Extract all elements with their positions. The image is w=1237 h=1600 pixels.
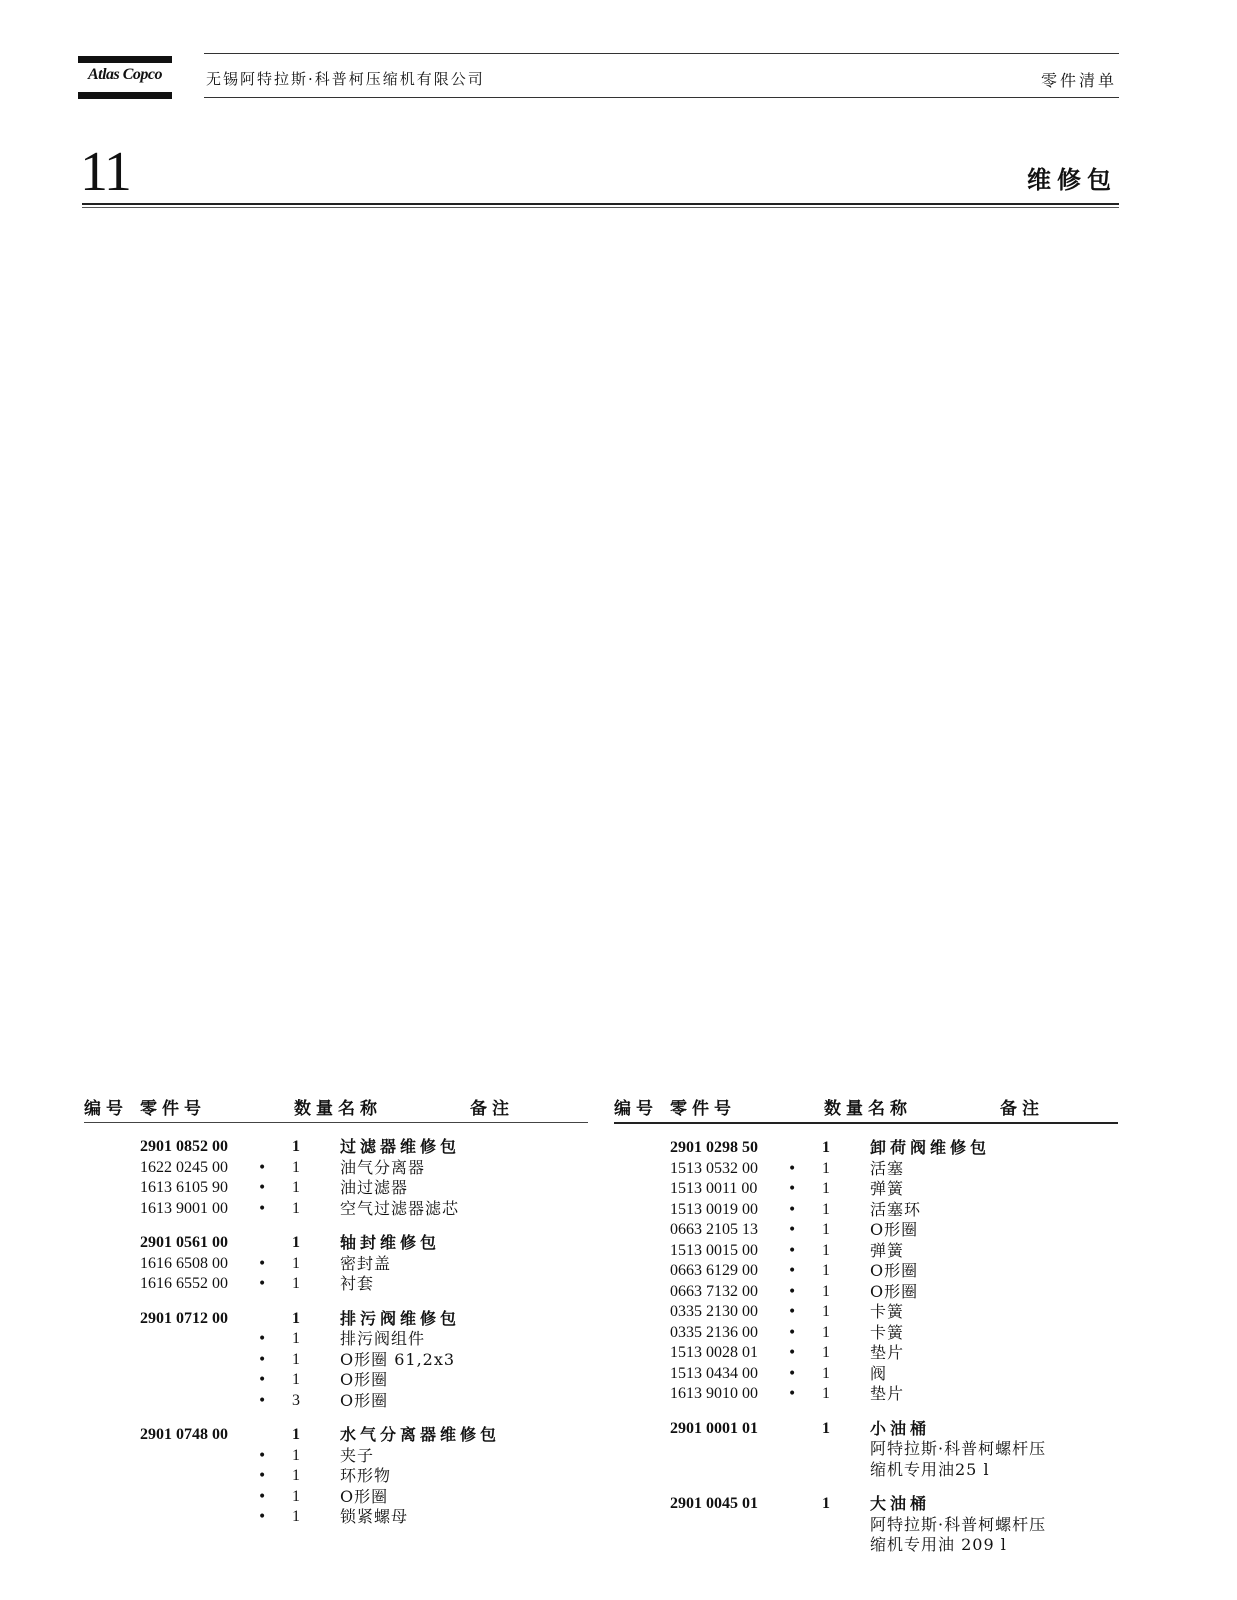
part-name: 水气分离器维修包 bbox=[340, 1425, 501, 1444]
part-number: 1513 0028 01 bbox=[670, 1344, 758, 1361]
part-name: 垫片 bbox=[870, 1384, 905, 1403]
part-number: 2901 0561 00 bbox=[140, 1234, 228, 1251]
quantity: 1 bbox=[292, 1309, 300, 1327]
quantity: 1 bbox=[292, 1158, 300, 1176]
part-name: 大油桶 bbox=[870, 1494, 931, 1513]
item-row bbox=[84, 1199, 588, 1220]
bullet: • bbox=[258, 1276, 267, 1292]
kit-groups bbox=[614, 1138, 1118, 1556]
header-rule-bottom bbox=[204, 97, 1119, 98]
part-number: 1613 9001 00 bbox=[140, 1199, 228, 1217]
item-row bbox=[84, 1446, 588, 1467]
part-number: 1613 6105 90 bbox=[140, 1179, 228, 1196]
quantity: 1 bbox=[292, 1275, 300, 1292]
part-name: 油气分离器 bbox=[340, 1157, 426, 1177]
part-number: 2901 0298 50 bbox=[670, 1139, 758, 1156]
column-header bbox=[614, 1094, 1118, 1124]
bullet: • bbox=[258, 1255, 267, 1272]
kit-row bbox=[614, 1494, 1118, 1515]
part-name: 小油桶 bbox=[870, 1418, 931, 1438]
quantity: 1 bbox=[822, 1200, 830, 1218]
part-name: O形圈 bbox=[870, 1220, 919, 1239]
bullet: • bbox=[258, 1159, 267, 1176]
bullet: • bbox=[788, 1386, 797, 1402]
description-row bbox=[614, 1439, 1118, 1460]
quantity: 1 bbox=[822, 1180, 830, 1197]
item-row bbox=[84, 1178, 588, 1199]
column-header bbox=[84, 1094, 588, 1123]
description-row bbox=[614, 1460, 1118, 1481]
bullet: • bbox=[258, 1468, 267, 1484]
logo-text: Atlas Copco bbox=[87, 66, 163, 83]
item-row bbox=[614, 1261, 1118, 1282]
kit-group bbox=[84, 1137, 588, 1219]
part-number: 1513 0532 00 bbox=[670, 1159, 758, 1177]
quantity: 1 bbox=[292, 1179, 300, 1196]
quantity: 1 bbox=[292, 1467, 300, 1484]
col-note: 备注 bbox=[1000, 1099, 1044, 1119]
quantity: 1 bbox=[822, 1495, 830, 1512]
item-row bbox=[614, 1343, 1118, 1364]
part-name: 油过滤器 bbox=[340, 1178, 409, 1197]
part-name: 弹簧 bbox=[870, 1179, 905, 1198]
part-name: 卸荷阀维修包 bbox=[870, 1138, 991, 1157]
quantity: 1 bbox=[292, 1330, 300, 1347]
part-name: 排污阀维修包 bbox=[340, 1308, 461, 1328]
item-row bbox=[614, 1384, 1118, 1405]
item-row bbox=[614, 1200, 1118, 1221]
parts-table-left bbox=[84, 1094, 588, 1542]
part-name: O形圈 bbox=[340, 1486, 389, 1506]
part-number: 0663 7132 00 bbox=[670, 1282, 758, 1300]
part-name: 过滤器维修包 bbox=[340, 1137, 461, 1156]
bullet: • bbox=[788, 1345, 797, 1361]
bullet: • bbox=[788, 1324, 797, 1341]
part-name: 缩机专用油 209 l bbox=[870, 1535, 1007, 1554]
section-title: 维修包 bbox=[1027, 165, 1117, 194]
part-number: 2901 0045 01 bbox=[670, 1495, 758, 1512]
item-row bbox=[614, 1323, 1118, 1344]
quantity: 1 bbox=[822, 1385, 830, 1402]
part-number: 1613 9010 00 bbox=[670, 1385, 758, 1402]
part-name: O形圈 bbox=[340, 1370, 389, 1389]
part-name: 衬套 bbox=[340, 1274, 375, 1293]
quantity: 1 bbox=[292, 1234, 300, 1251]
logo-bar-top bbox=[78, 56, 172, 63]
quantity: 1 bbox=[292, 1254, 300, 1272]
part-number: 1616 6552 00 bbox=[140, 1275, 228, 1292]
part-number: 0663 6129 00 bbox=[670, 1262, 758, 1279]
part-number: 2901 0712 00 bbox=[140, 1309, 228, 1327]
quantity: 3 bbox=[292, 1391, 300, 1409]
document-type: 零件清单 bbox=[1040, 71, 1117, 90]
col-no: 编号 bbox=[84, 1099, 128, 1119]
part-number: 1513 0434 00 bbox=[670, 1364, 758, 1382]
quantity: 1 bbox=[822, 1262, 830, 1279]
item-row bbox=[84, 1466, 588, 1487]
section-rule bbox=[82, 203, 1119, 205]
item-row bbox=[614, 1220, 1118, 1241]
part-name: 环形物 bbox=[340, 1466, 392, 1485]
quantity: 1 bbox=[822, 1303, 830, 1320]
bullet: • bbox=[788, 1263, 797, 1279]
part-name: O形圈 61,2x3 bbox=[340, 1349, 456, 1369]
quantity: 1 bbox=[292, 1487, 300, 1505]
part-name: 排污阀组件 bbox=[340, 1329, 426, 1348]
part-name: 卡簧 bbox=[870, 1302, 905, 1321]
item-row bbox=[84, 1487, 588, 1508]
part-name: 卡簧 bbox=[870, 1322, 905, 1342]
part-name: O形圈 bbox=[870, 1261, 919, 1280]
col-qty: 数量 bbox=[824, 1099, 868, 1119]
part-name: 空气过滤器滤芯 bbox=[340, 1198, 460, 1218]
part-number: 0335 2136 00 bbox=[670, 1323, 758, 1341]
bullet: • bbox=[258, 1392, 267, 1409]
quantity: 1 bbox=[292, 1199, 300, 1217]
bullet: • bbox=[788, 1181, 797, 1197]
quantity: 1 bbox=[292, 1371, 300, 1388]
part-name: 阀 bbox=[870, 1363, 888, 1383]
section-rule-thin bbox=[82, 207, 1119, 208]
bullet: • bbox=[788, 1222, 797, 1238]
kit-row bbox=[84, 1137, 588, 1158]
description-row bbox=[614, 1535, 1118, 1556]
bullet: • bbox=[258, 1488, 267, 1505]
bullet: • bbox=[258, 1331, 267, 1347]
kit-group bbox=[84, 1233, 588, 1295]
part-number: 1513 0011 00 bbox=[670, 1180, 758, 1197]
kit-row bbox=[614, 1138, 1118, 1159]
part-name: 缩机专用油25 l bbox=[870, 1459, 990, 1479]
kit-group bbox=[614, 1494, 1118, 1556]
bullet: • bbox=[788, 1365, 797, 1382]
item-row bbox=[614, 1364, 1118, 1385]
item-row bbox=[84, 1350, 588, 1371]
item-row bbox=[84, 1158, 588, 1179]
part-number: 0335 2130 00 bbox=[670, 1303, 758, 1320]
section-number: 11 bbox=[80, 141, 130, 203]
kit-row bbox=[84, 1425, 588, 1446]
part-name: 活塞 bbox=[870, 1158, 905, 1178]
col-part: 零件号 bbox=[670, 1099, 736, 1119]
col-part: 零件号 bbox=[140, 1099, 206, 1119]
quantity: 1 bbox=[822, 1241, 830, 1259]
bullet: • bbox=[788, 1242, 797, 1259]
item-row bbox=[84, 1391, 588, 1412]
kit-group bbox=[84, 1425, 588, 1528]
kit-row bbox=[84, 1233, 588, 1254]
quantity: 1 bbox=[822, 1282, 830, 1300]
bullet: • bbox=[258, 1372, 267, 1388]
atlas-copco-logo bbox=[78, 56, 172, 102]
part-name: 阿特拉斯·科普柯螺杆压 bbox=[870, 1514, 1047, 1534]
logo-bar-bottom bbox=[78, 92, 172, 99]
parts-table-right bbox=[614, 1094, 1118, 1570]
col-name: 名称 bbox=[868, 1099, 912, 1119]
header-rule-top bbox=[204, 53, 1119, 54]
kit-row bbox=[614, 1419, 1118, 1440]
part-number: 1616 6508 00 bbox=[140, 1254, 228, 1272]
item-row bbox=[614, 1302, 1118, 1323]
quantity: 1 bbox=[822, 1364, 830, 1382]
part-number: 2901 0852 00 bbox=[140, 1138, 228, 1155]
part-name: O形圈 bbox=[870, 1281, 919, 1301]
part-name: 锁紧螺母 bbox=[340, 1507, 409, 1526]
item-row bbox=[614, 1179, 1118, 1200]
part-name: 弹簧 bbox=[870, 1240, 905, 1260]
quantity: 1 bbox=[822, 1344, 830, 1361]
item-row bbox=[614, 1282, 1118, 1303]
part-number: 2901 0748 00 bbox=[140, 1426, 228, 1443]
bullet: • bbox=[258, 1200, 267, 1217]
item-row bbox=[84, 1254, 588, 1275]
part-name: 轴封维修包 bbox=[340, 1233, 441, 1252]
item-row bbox=[84, 1370, 588, 1391]
bullet: • bbox=[258, 1509, 267, 1525]
item-row bbox=[84, 1274, 588, 1295]
item-row bbox=[614, 1159, 1118, 1180]
part-name: 阿特拉斯·科普柯螺杆压 bbox=[870, 1439, 1047, 1458]
col-note: 备注 bbox=[470, 1099, 514, 1119]
quantity: 1 bbox=[292, 1350, 300, 1368]
col-no: 编号 bbox=[614, 1099, 658, 1119]
kit-row bbox=[84, 1309, 588, 1330]
quantity: 1 bbox=[292, 1138, 300, 1155]
bullet: • bbox=[788, 1283, 797, 1300]
item-row bbox=[614, 1241, 1118, 1262]
part-number: 0663 2105 13 bbox=[670, 1221, 758, 1238]
kit-group bbox=[84, 1309, 588, 1412]
bullet: • bbox=[258, 1351, 267, 1368]
quantity: 1 bbox=[822, 1159, 830, 1177]
part-name: O形圈 bbox=[340, 1390, 389, 1410]
description-row bbox=[614, 1515, 1118, 1536]
quantity: 1 bbox=[822, 1139, 830, 1156]
quantity: 1 bbox=[822, 1323, 830, 1341]
kit-groups bbox=[84, 1137, 588, 1528]
quantity: 1 bbox=[822, 1221, 830, 1238]
item-row bbox=[84, 1507, 588, 1528]
bullet: • bbox=[788, 1304, 797, 1320]
bullet: • bbox=[788, 1160, 797, 1177]
col-qty: 数量 bbox=[294, 1099, 338, 1119]
part-number: 2901 0001 01 bbox=[670, 1419, 758, 1437]
part-number: 1513 0015 00 bbox=[670, 1241, 758, 1259]
part-number: 1622 0245 00 bbox=[140, 1158, 228, 1176]
kit-group bbox=[614, 1138, 1118, 1405]
quantity: 1 bbox=[292, 1426, 300, 1443]
part-name: 密封盖 bbox=[340, 1253, 392, 1273]
part-name: 垫片 bbox=[870, 1343, 905, 1362]
item-row bbox=[84, 1329, 588, 1350]
bullet: • bbox=[258, 1447, 267, 1464]
bullet: • bbox=[258, 1180, 267, 1196]
col-name: 名称 bbox=[338, 1099, 382, 1119]
part-number: 1513 0019 00 bbox=[670, 1200, 758, 1218]
part-name: 活塞环 bbox=[870, 1199, 922, 1219]
part-name: 夹子 bbox=[340, 1445, 375, 1465]
quantity: 1 bbox=[292, 1508, 300, 1525]
quantity: 1 bbox=[292, 1446, 300, 1464]
company-name: 无锡阿特拉斯·科普柯压缩机有限公司 bbox=[206, 70, 485, 88]
quantity: 1 bbox=[822, 1419, 830, 1437]
kit-group bbox=[614, 1419, 1118, 1481]
bullet: • bbox=[788, 1201, 797, 1218]
